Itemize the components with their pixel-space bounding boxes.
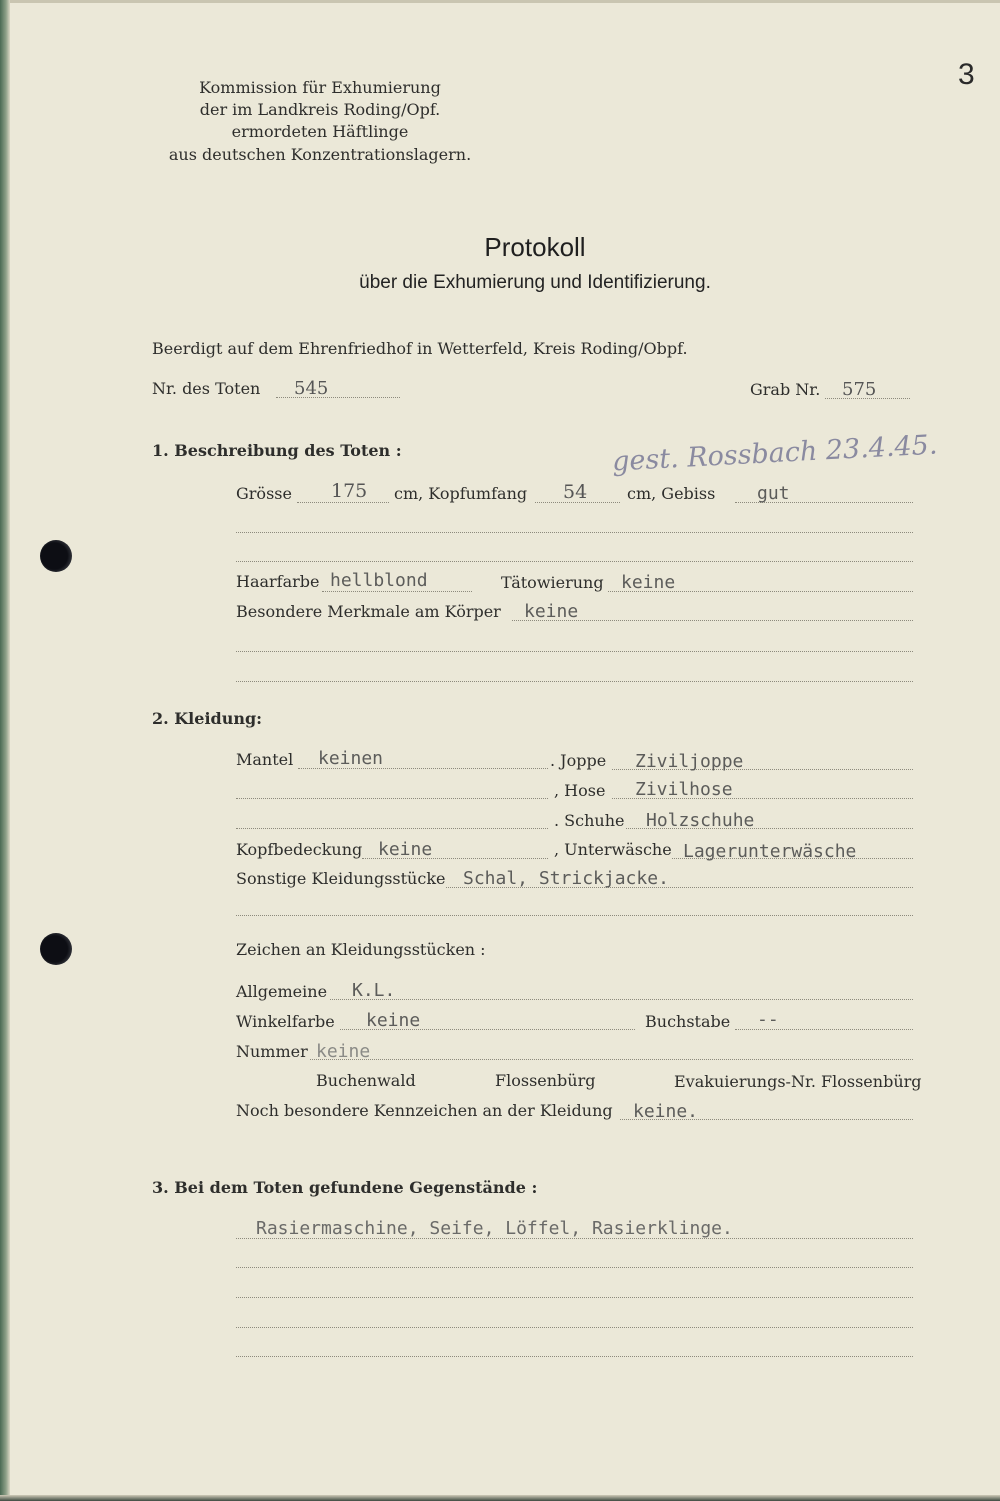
punch-hole-icon	[40, 540, 72, 572]
sonstige-label: Sonstige Kleidungsstücke	[236, 869, 446, 888]
kopfbedeckung-label: Kopfbedeckung	[236, 840, 363, 859]
dotted-line	[236, 915, 913, 916]
nummer-label: Nummer	[236, 1042, 308, 1061]
header-line-3: ermordeten Häftlinge	[231, 122, 409, 141]
taetowierung-label: Tätowierung	[501, 573, 604, 592]
dotted-line	[297, 502, 389, 503]
dotted-line	[236, 1238, 913, 1239]
groesse-label: Grösse	[236, 484, 292, 503]
dotted-line	[236, 1327, 913, 1328]
dotted-line	[236, 1267, 913, 1268]
dotted-line	[236, 651, 913, 652]
section-1-heading: 1. Beschreibung des Toten :	[152, 441, 402, 460]
gebiss-label: cm, Gebiss	[627, 484, 716, 503]
allgemeine-value: K.L.	[352, 980, 396, 1001]
dotted-line	[236, 561, 913, 562]
zeichen-heading: Zeichen an Kleidungsstücken :	[236, 940, 486, 959]
merkmale-value: keine	[524, 601, 579, 622]
winkelfarbe-label: Winkelfarbe	[236, 1012, 335, 1031]
merkmale-label: Besondere Merkmale am Körper	[236, 602, 501, 621]
dotted-line	[310, 1059, 913, 1060]
haarfarbe-label: Haarfarbe	[236, 572, 320, 591]
punch-hole-icon	[40, 933, 72, 965]
buchstabe-value: --	[757, 1009, 779, 1030]
flossenbuerg-label: Flossenbürg	[495, 1071, 596, 1090]
burial-location: Beerdigt auf dem Ehrenfriedhof in Wetterfeld, Kreis Roding/Obpf.	[152, 339, 688, 358]
header-line-4: aus deutschen Konzentrationslagern.	[168, 145, 472, 164]
grab-nr-value: 575	[842, 379, 877, 400]
gebiss-value: gut	[757, 483, 790, 504]
dotted-line	[236, 828, 548, 829]
unterwaesche-value: Lagerunterwäsche	[683, 841, 857, 862]
dotted-line	[236, 1297, 913, 1298]
found-items-value: Rasiermaschine, Seife, Löffel, Rasierklinge.	[256, 1218, 733, 1239]
sonstige-value: Schal, Strickjacke.	[463, 868, 669, 889]
kopfumfang-label: cm, Kopfumfang	[394, 484, 528, 503]
dotted-line	[330, 999, 913, 1000]
dotted-line	[236, 798, 548, 799]
hose-label: , Hose	[554, 781, 606, 800]
kopfumfang-value: 54	[563, 481, 588, 503]
besondere-kennzeichen-label: Noch besondere Kennzeichen an der Kleidung	[236, 1101, 613, 1120]
winkelfarbe-value: keine	[366, 1010, 421, 1031]
grab-nr-label: Grab Nr.	[750, 380, 821, 399]
besondere-kennzeichen-value: keine.	[633, 1101, 699, 1122]
section-3-heading: 3. Bei dem Toten gefundene Gegenstände :	[152, 1178, 538, 1197]
dotted-line	[236, 1356, 913, 1357]
paper-edge-bottom	[0, 1495, 1000, 1501]
buchstabe-label: Buchstabe	[645, 1012, 731, 1031]
page-number: 3	[958, 58, 975, 91]
groesse-value: 175	[331, 480, 368, 502]
header-line-2: der im Landkreis Roding/Opf.	[199, 100, 441, 119]
mantel-label: Mantel	[236, 750, 294, 769]
unterwaesche-label: , Unterwäsche	[554, 840, 672, 859]
hose-value: Zivilhose	[635, 779, 733, 800]
buchenwald-label: Buchenwald	[316, 1071, 416, 1090]
haarfarbe-value: hellblond	[330, 570, 428, 591]
dotted-line	[236, 681, 913, 682]
schuhe-value: Holzschuhe	[646, 810, 755, 831]
dotted-line	[322, 591, 472, 592]
paper-edge-top	[0, 0, 1000, 3]
schuhe-label: . Schuhe	[554, 811, 625, 830]
kopfbedeckung-value: keine	[378, 839, 433, 860]
allgemeine-label: Allgemeine	[236, 982, 328, 1001]
mantel-value: keinen	[318, 748, 384, 769]
page-title: Protokoll	[484, 232, 586, 262]
joppe-label: . Joppe	[550, 751, 607, 770]
page-subtitle: über die Exhumierung und Identifizierung.	[359, 272, 711, 293]
paper-edge-left	[0, 0, 10, 1501]
taetowierung-value: keine	[621, 572, 676, 593]
nr-toten-label: Nr. des Toten	[152, 379, 261, 398]
section-2-heading: 2. Kleidung:	[152, 709, 263, 728]
header-line-1: Kommission für Exhumierung	[199, 78, 441, 97]
nr-toten-value: 545	[294, 378, 329, 399]
dotted-line	[236, 532, 913, 533]
nummer-value: keine	[316, 1041, 371, 1062]
handwritten-note: gest. Rossbach 23.4.45.	[611, 429, 939, 478]
evakuierung-label: Evakuierungs-Nr. Flossenbürg	[674, 1072, 922, 1091]
joppe-value: Ziviljoppe	[635, 751, 744, 772]
